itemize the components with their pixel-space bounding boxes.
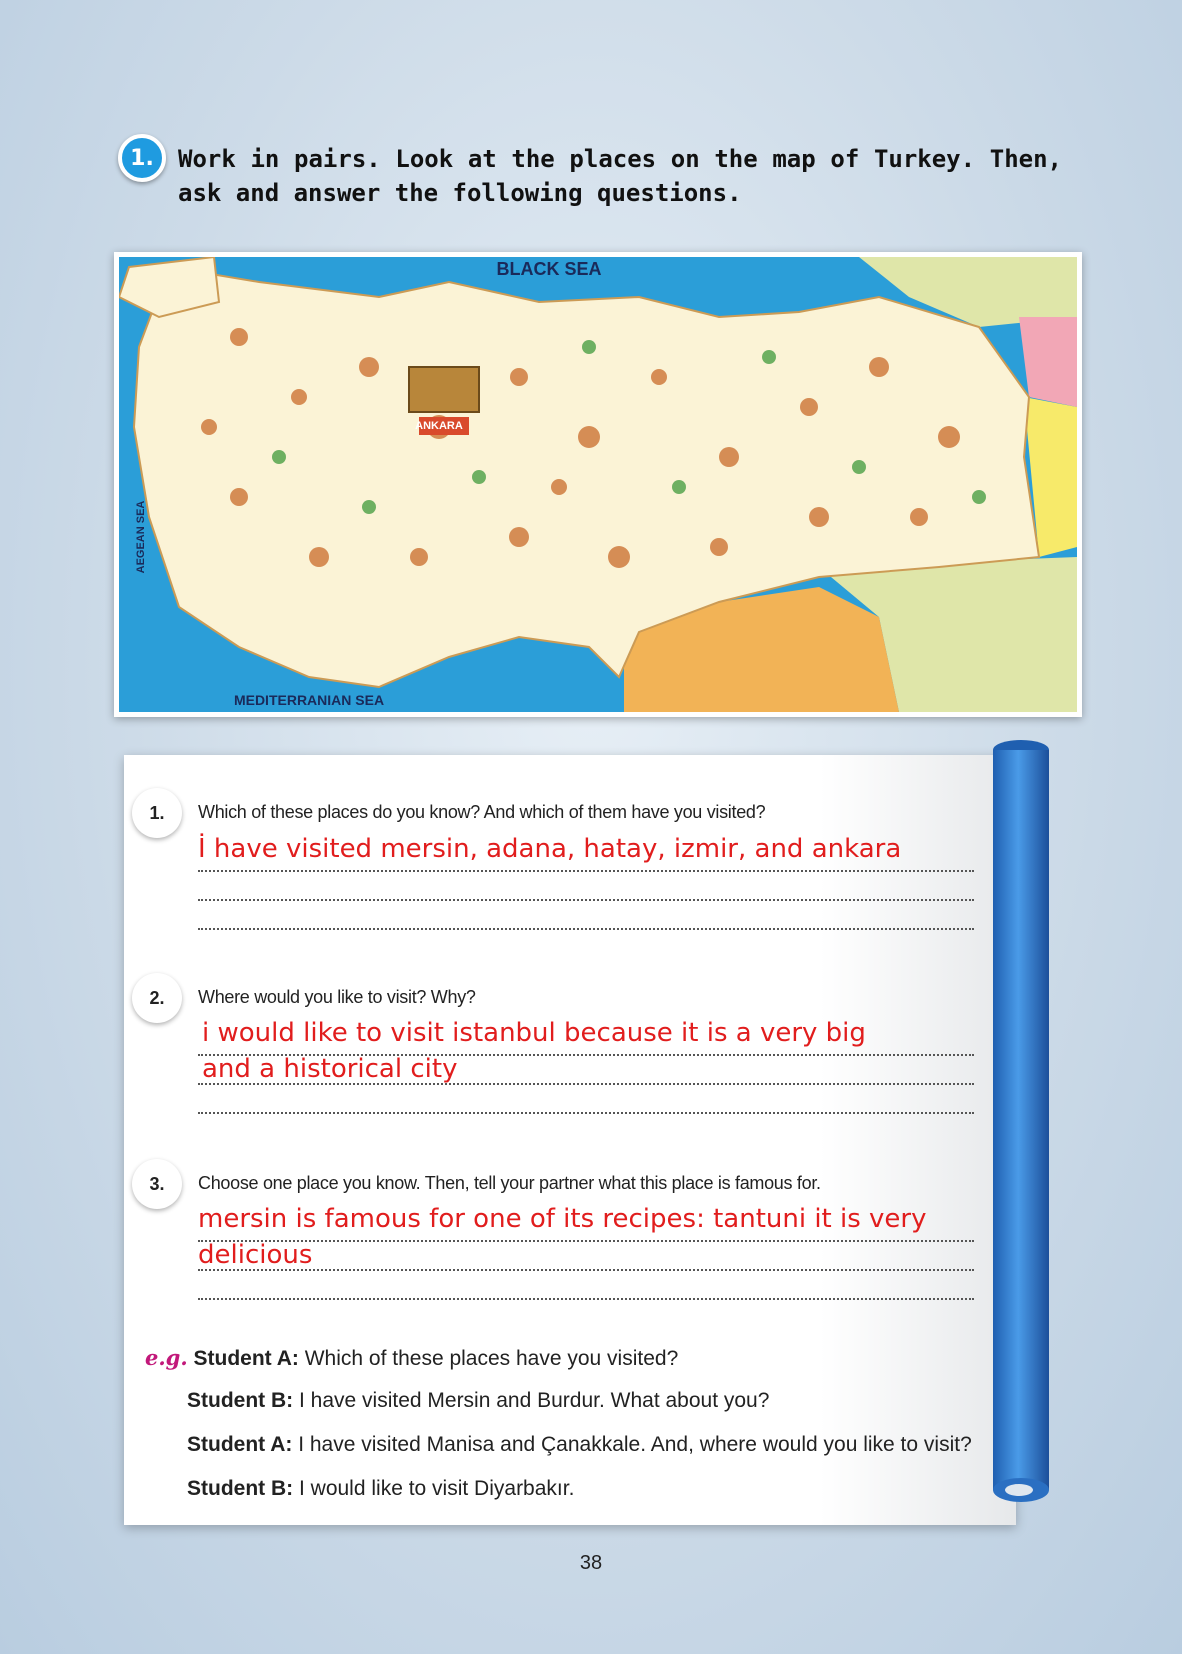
example-line-3 xyxy=(187,1433,972,1457)
answer-line xyxy=(198,928,974,930)
answer-line xyxy=(198,899,974,901)
ankara-label: ANKARA xyxy=(415,420,463,432)
utterance: Which of these places have you visited? xyxy=(298,1347,679,1370)
question-3-badge: 3. xyxy=(132,1159,182,1209)
question-1-answer-line-1[interactable]: İ have visited mersin, adana, hatay, izmir, and ankara xyxy=(198,834,902,864)
question-3-answer-line-2[interactable]: delicious xyxy=(198,1240,313,1270)
answer-line xyxy=(198,1269,974,1271)
example-line-2 xyxy=(187,1389,769,1413)
question-3-answer-line-1[interactable]: mersin is famous for one of its recipes: tantuni it is very xyxy=(198,1204,927,1234)
question-2-text: Where would you like to visit? Why? xyxy=(198,987,476,1007)
question-2-answer-line-2[interactable]: and a historical city xyxy=(202,1054,458,1084)
blue-scroll-roll xyxy=(985,738,1057,1518)
speaker: Student B: xyxy=(187,1389,294,1412)
example-line-1 xyxy=(145,1345,678,1371)
turkey-map-illustration xyxy=(119,257,1077,712)
answer-line xyxy=(198,1240,974,1242)
example-prefix: e.g. xyxy=(145,1345,188,1370)
utterance: I would like to visit Diyarbakır. xyxy=(293,1477,575,1500)
task-number-badge: 1. xyxy=(118,134,166,182)
speaker: Student A: xyxy=(187,1433,293,1456)
answer-line xyxy=(198,1298,974,1300)
turkey-map xyxy=(114,252,1082,717)
question-2-answer-line-1[interactable]: i would like to visit istanbul because it is a very big xyxy=(202,1018,866,1048)
answer-line xyxy=(198,870,974,872)
task-instruction: Work in pairs. Look at the places on the map of Turkey. Then, ask and answer the following questions. xyxy=(178,145,1062,207)
answer-line xyxy=(198,1112,974,1114)
utterance: I have visited Mersin and Burdur. What about you? xyxy=(293,1389,770,1412)
question-2-badge: 2. xyxy=(132,973,182,1023)
question-1-text: Which of these places do you know? And which of them have you visited? xyxy=(198,802,766,822)
question-3-text: Choose one place you know. Then, tell your partner what this place is famous for. xyxy=(198,1173,821,1193)
example-line-4 xyxy=(187,1477,574,1501)
speaker: Student B: xyxy=(187,1477,294,1500)
answer-line xyxy=(198,1083,974,1085)
aegean-sea-label: AEGEAN SEA xyxy=(135,500,147,574)
black-sea-label: BLACK SEA xyxy=(496,259,602,279)
utterance: I have visited Manisa and Çanakkale. And, where would you like to visit? xyxy=(292,1433,972,1456)
answer-line xyxy=(198,1054,974,1056)
mediterranean-sea-label: MEDITERRANIAN SEA xyxy=(233,692,385,708)
question-1-badge: 1. xyxy=(132,788,182,838)
speaker: Student A: xyxy=(193,1347,299,1370)
page-number: 38 xyxy=(579,1552,603,1574)
